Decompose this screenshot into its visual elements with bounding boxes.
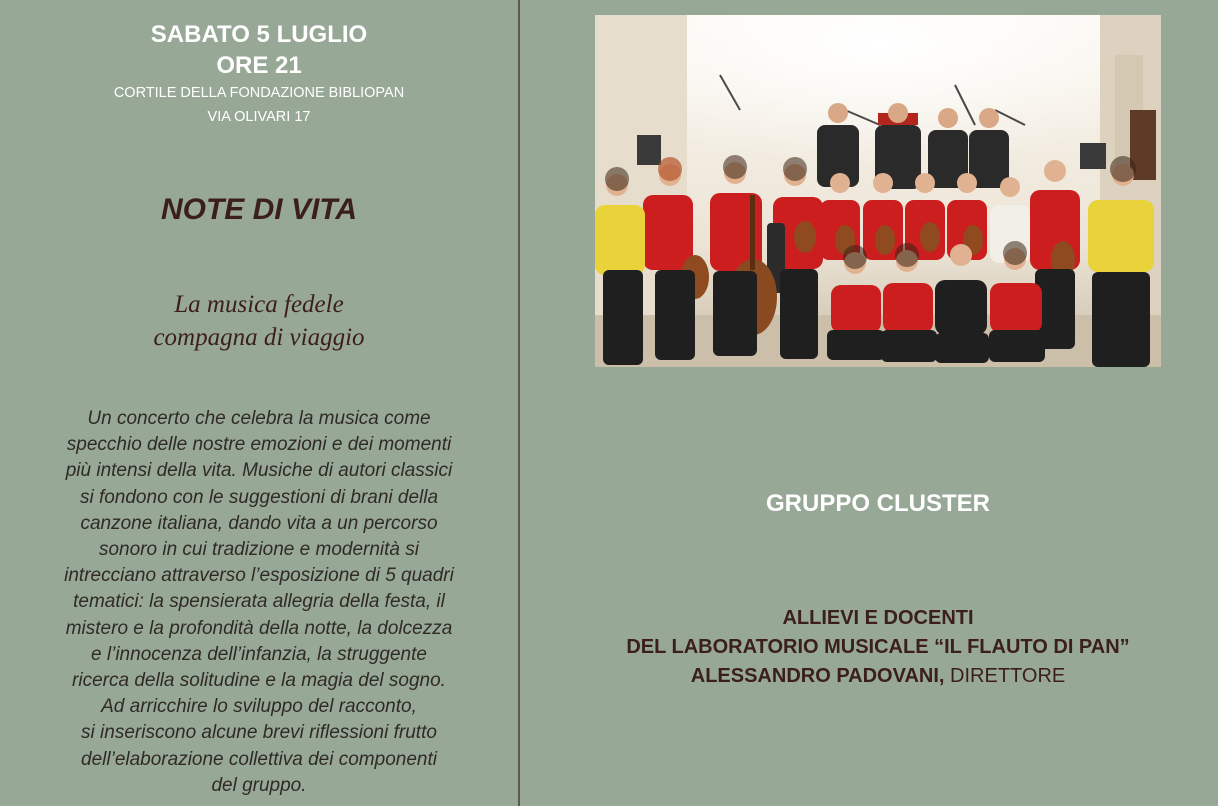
description-line: dell’elaborazione collettiva dei componenti: [81, 748, 437, 770]
description-line: si inseriscono alcune brevi riflessioni frutto: [81, 722, 437, 744]
event-venue: CORTILE DELLA FONDAZIONE BIBLIOPAN: [113, 85, 405, 101]
concert-subtitle: [0, 288, 518, 354]
description-line: e l’innocenza dell’infanzia, la struggente: [91, 643, 427, 665]
concert-description: [30, 406, 488, 799]
credits-line: DEL LABORATORIO MUSICALE “IL FLAUTO DI PAN”: [626, 636, 1130, 658]
event-date: SABATO 5 LUGLIO: [150, 21, 368, 48]
event-address: VIA OLIVARI 17: [207, 109, 311, 125]
description-line: ricerca della solitudine e la magia del sogno.: [72, 670, 446, 692]
group-name: GRUPPO CLUSTER: [765, 490, 990, 517]
subtitle-line: compagna di viaggio: [153, 324, 365, 351]
left-panel: [0, 0, 518, 806]
description-line: canzone italiana, dando vita a un percorso: [80, 512, 438, 534]
right-panel: [520, 0, 1218, 806]
event-time: ORE 21: [216, 52, 302, 79]
director-line: [520, 662, 1218, 691]
description-line: del gruppo.: [211, 774, 307, 796]
description-line: sonoro in cui tradizione e modernità si: [98, 539, 419, 561]
ensemble-photo: [595, 15, 1161, 367]
description-line: si fondono con le suggestioni di brani della: [79, 486, 439, 508]
description-line: Un concerto che celebra la musica come: [87, 408, 431, 429]
description-line: Ad arricchire lo sviluppo del racconto,: [101, 696, 417, 718]
description-line: più intensi della vita. Musiche di autori classici: [65, 460, 453, 482]
performers-credits: [520, 604, 1218, 691]
director-role: DIRETTORE: [944, 665, 1066, 687]
description-line: specchio delle nostre emozioni e dei momenti: [66, 434, 452, 456]
description-line: intrecciano attraverso l’esposizione di 5 quadri: [64, 565, 454, 587]
description-line: mistero e la profondità della notte, la dolcezza: [65, 617, 453, 639]
description-line: tematici: la spensierata allegria della festa, il: [73, 591, 445, 613]
director-name: ALESSANDRO PADOVANI,: [690, 665, 945, 687]
subtitle-line: La musica fedele: [174, 291, 344, 318]
credits-line: ALLIEVI E DOCENTI: [782, 607, 974, 629]
concert-title: NOTE DI VITA: [160, 193, 358, 226]
